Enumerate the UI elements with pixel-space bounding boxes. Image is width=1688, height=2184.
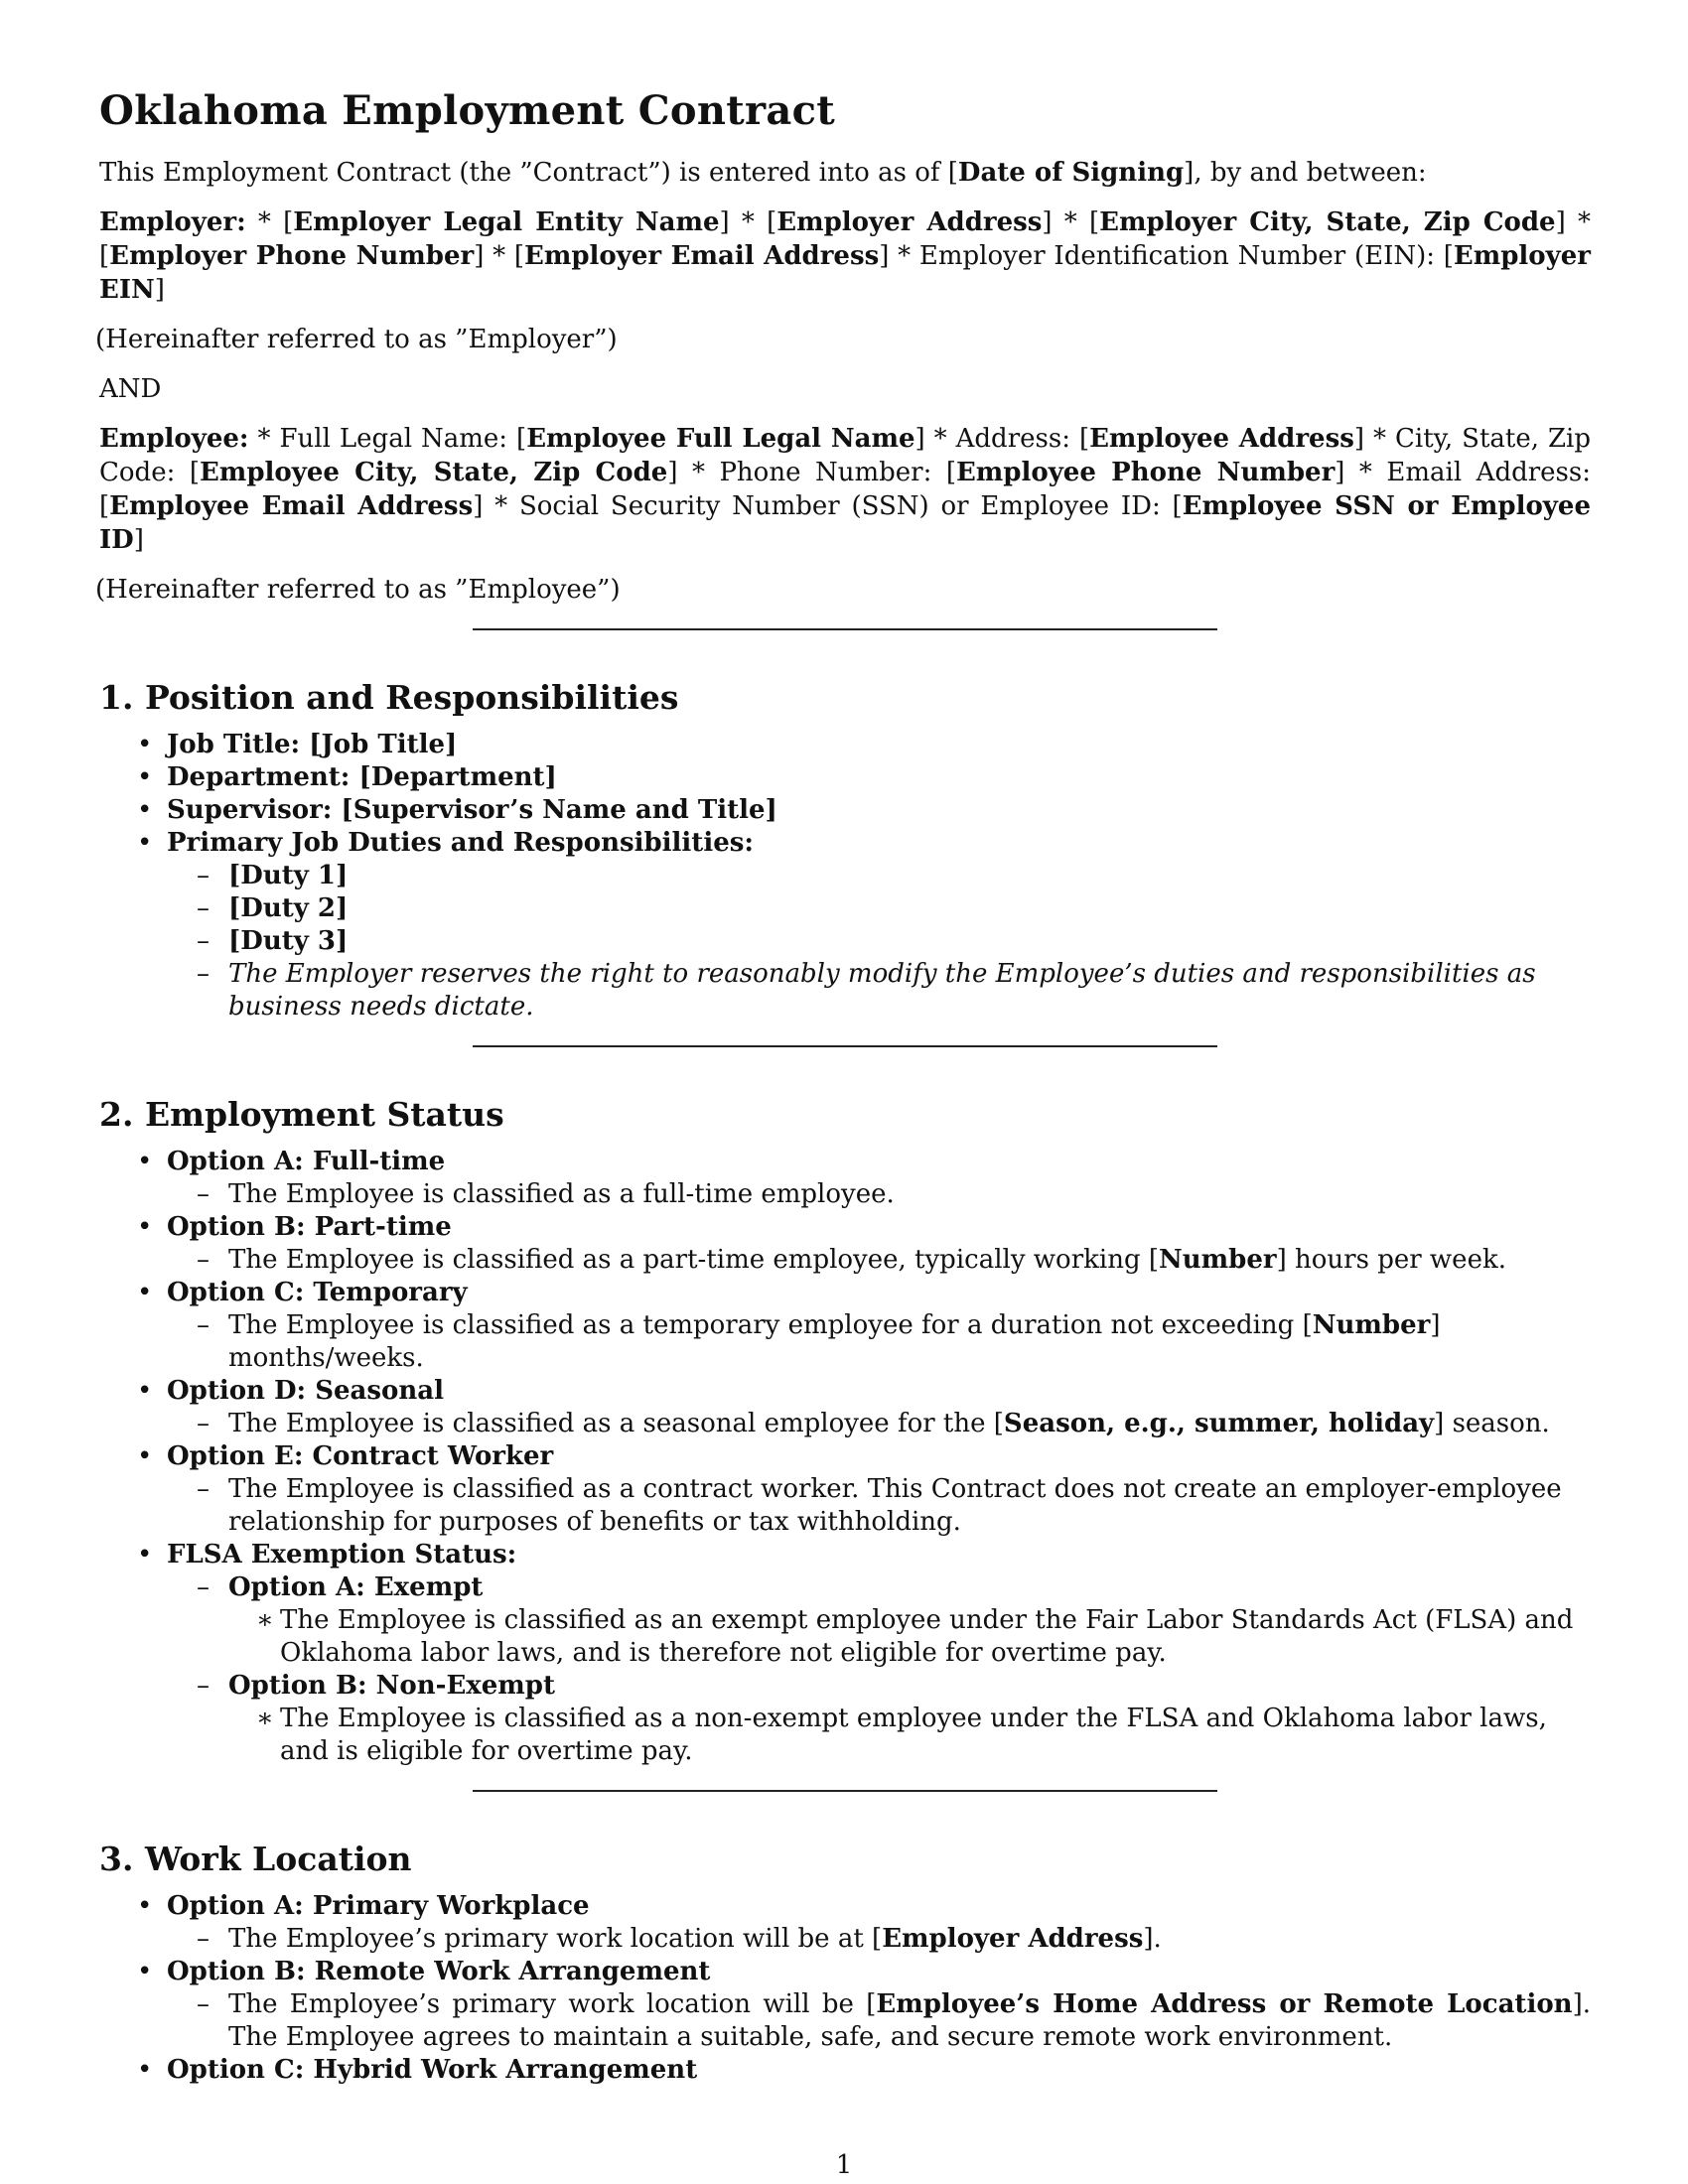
- section-heading-location: 3. Work Location: [99, 1840, 412, 1878]
- list-item: – The Employee’s primary work location will be [Employee’s Home Address or Remote Location]. The Employee agrees to maintain a suitable, safe, and secure remote work environment.: [167, 1988, 1591, 2054]
- list-item: • Supervisor: [Supervisor’s Name and Title]: [99, 794, 1591, 827]
- list-item: • Primary Job Duties and Responsibilities: – [Duty 1] – [Duty 2] – [Duty 3] – The Employer reserves the right to reasonably modify the Employee’s duties and responsibilities as business needs dictate.: [99, 827, 1591, 1024]
- list-item: ∗ The Employee is classified as an exempt employee under the Fair Labor Standards Act (FLSA) and Oklahoma labor laws, and is therefore not eligible for overtime pay.: [228, 1604, 1591, 1670]
- document-title: Oklahoma Employment Contract: [99, 87, 836, 134]
- list-item: – [Duty 1]: [167, 860, 1591, 892]
- employer-reference: (Hereinafter referred to as ”Employer”): [95, 325, 618, 354]
- list-item: – The Employee is classified as a full-time employee.: [167, 1178, 1591, 1211]
- list-item: • Department: [Department]: [99, 761, 1591, 794]
- list-item: – The Employee is classified as a part-time employee, typically working [Number] hours per week.: [167, 1244, 1591, 1277]
- duties-sublist: [167, 860, 1591, 1024]
- list-item: – The Employee’s primary work location will be at [Employer Address].: [167, 1923, 1591, 1956]
- employer-block: Employer: * [Employer Legal Entity Name] * [Employer Address] * [Employer City, State, Zip Code] * [Employer Phone Number] * [Employer Email Address] * Employer Identification Number (EIN): [Employer EIN]: [99, 207, 1591, 305]
- section-heading-status: 2. Employment Status: [99, 1095, 504, 1134]
- section-divider: [473, 1045, 1217, 1047]
- section-divider: [473, 628, 1217, 630]
- document-page: [95, 87, 1592, 2087]
- list-item: – [Duty 2]: [167, 892, 1591, 925]
- list-item: • Option C: Hybrid Work Arrangement: [99, 2054, 1591, 2087]
- employee-block: Employee: * Full Legal Name: [Employee Full Legal Name] * Address: [Employee Address] * City, State, Zip Code: [Employee City, State, Zip Code] * Phone Number: [Employee Phone Number] * Email Address: [Employee Email Address] * Social Security Number (SSN) or Employee ID: [Employee SSN or Employee ID]: [99, 424, 1592, 555]
- list-item: – The Employee is classified as a contract worker. This Contract does not create an employer-employee relationship for purposes of benefits or tax withholding.: [167, 1473, 1591, 1539]
- list-item: • Option E: Contract Worker – The Employee is classified as a contract worker. This Contract does not create an employer-employee relationship for purposes of benefits or tax withholding.: [99, 1440, 1591, 1539]
- list-item: • Option B: Part-time – The Employee is classified as a part-time employee, typically working [Number] hours per week.: [99, 1211, 1591, 1277]
- status-list: [99, 1146, 1591, 1768]
- position-list: [99, 729, 1591, 1024]
- list-item: • Job Title: [Job Title]: [99, 729, 1591, 761]
- section-divider: [473, 1790, 1217, 1792]
- location-list: [99, 1890, 1591, 2087]
- list-item: ∗ The Employee is classified as a non-exempt employee under the FLSA and Oklahoma labor laws, and is eligible for overtime pay.: [228, 1703, 1591, 1768]
- list-item: – Option B: Non-Exempt ∗ The Employee is classified as a non-exempt employee under the FLSA and Oklahoma labor laws, and is eligible for overtime pay.: [167, 1670, 1591, 1768]
- list-item: – The Employer reserves the right to reasonably modify the Employee’s duties and responsibilities as business needs dictate.: [167, 958, 1591, 1024]
- list-item: • Option C: Temporary – The Employee is classified as a temporary employee for a duration not exceeding [Number] months/weeks.: [99, 1277, 1591, 1375]
- section-heading-position: 1. Position and Responsibilities: [99, 678, 679, 717]
- intro-paragraph: This Employment Contract (the ”Contract”) is entered into as of [Date of Signing], by and between:: [99, 158, 1427, 188]
- list-item: • Option D: Seasonal – The Employee is classified as a seasonal employee for the [Season, e.g., summer, holiday] season.: [99, 1375, 1591, 1440]
- employee-label: Employee:: [99, 424, 249, 454]
- list-item: – [Duty 3]: [167, 925, 1591, 958]
- list-item: • Option A: Primary Workplace – The Employee’s primary work location will be at [Employer Address].: [99, 1890, 1591, 1956]
- and-separator: AND: [99, 374, 162, 404]
- page-number: 1: [835, 2150, 853, 2180]
- list-item: – The Employee is classified as a temporary employee for a duration not exceeding [Number] months/weeks.: [167, 1309, 1591, 1375]
- date-placeholder: Date of Signing: [957, 158, 1185, 188]
- list-item: – Option A: Exempt ∗ The Employee is classified as an exempt employee under the Fair Labor Standards Act (FLSA) and Oklahoma labor laws, and is therefore not eligible for overtime pay.: [167, 1571, 1591, 1670]
- list-item: – The Employee is classified as a seasonal employee for the [Season, e.g., summer, holiday] season.: [167, 1408, 1591, 1440]
- list-item: • FLSA Exemption Status: – Option A: Exempt ∗ The Employee is classified as an exempt employee under the Fair Labor Standards Act (FLSA) and Oklahoma labor laws, and is therefore not eligible for overtime pay. – Option B: Non-Exempt ∗ The Employee is classified as a non-exempt employee under the FLSA and Oklahoma labor laws, and is eligible for overtime pay.: [99, 1539, 1591, 1768]
- list-item: • Option A: Full-time – The Employee is classified as a full-time employee.: [99, 1146, 1591, 1211]
- employer-label: Employer:: [99, 207, 246, 237]
- employee-reference: (Hereinafter referred to as ”Employee”): [95, 575, 621, 605]
- list-item: • Option B: Remote Work Arrangement – The Employee’s primary work location will be [Employee’s Home Address or Remote Location]. The Employee agrees to maintain a suitable, safe, and secure remote work environment.: [99, 1956, 1591, 2054]
